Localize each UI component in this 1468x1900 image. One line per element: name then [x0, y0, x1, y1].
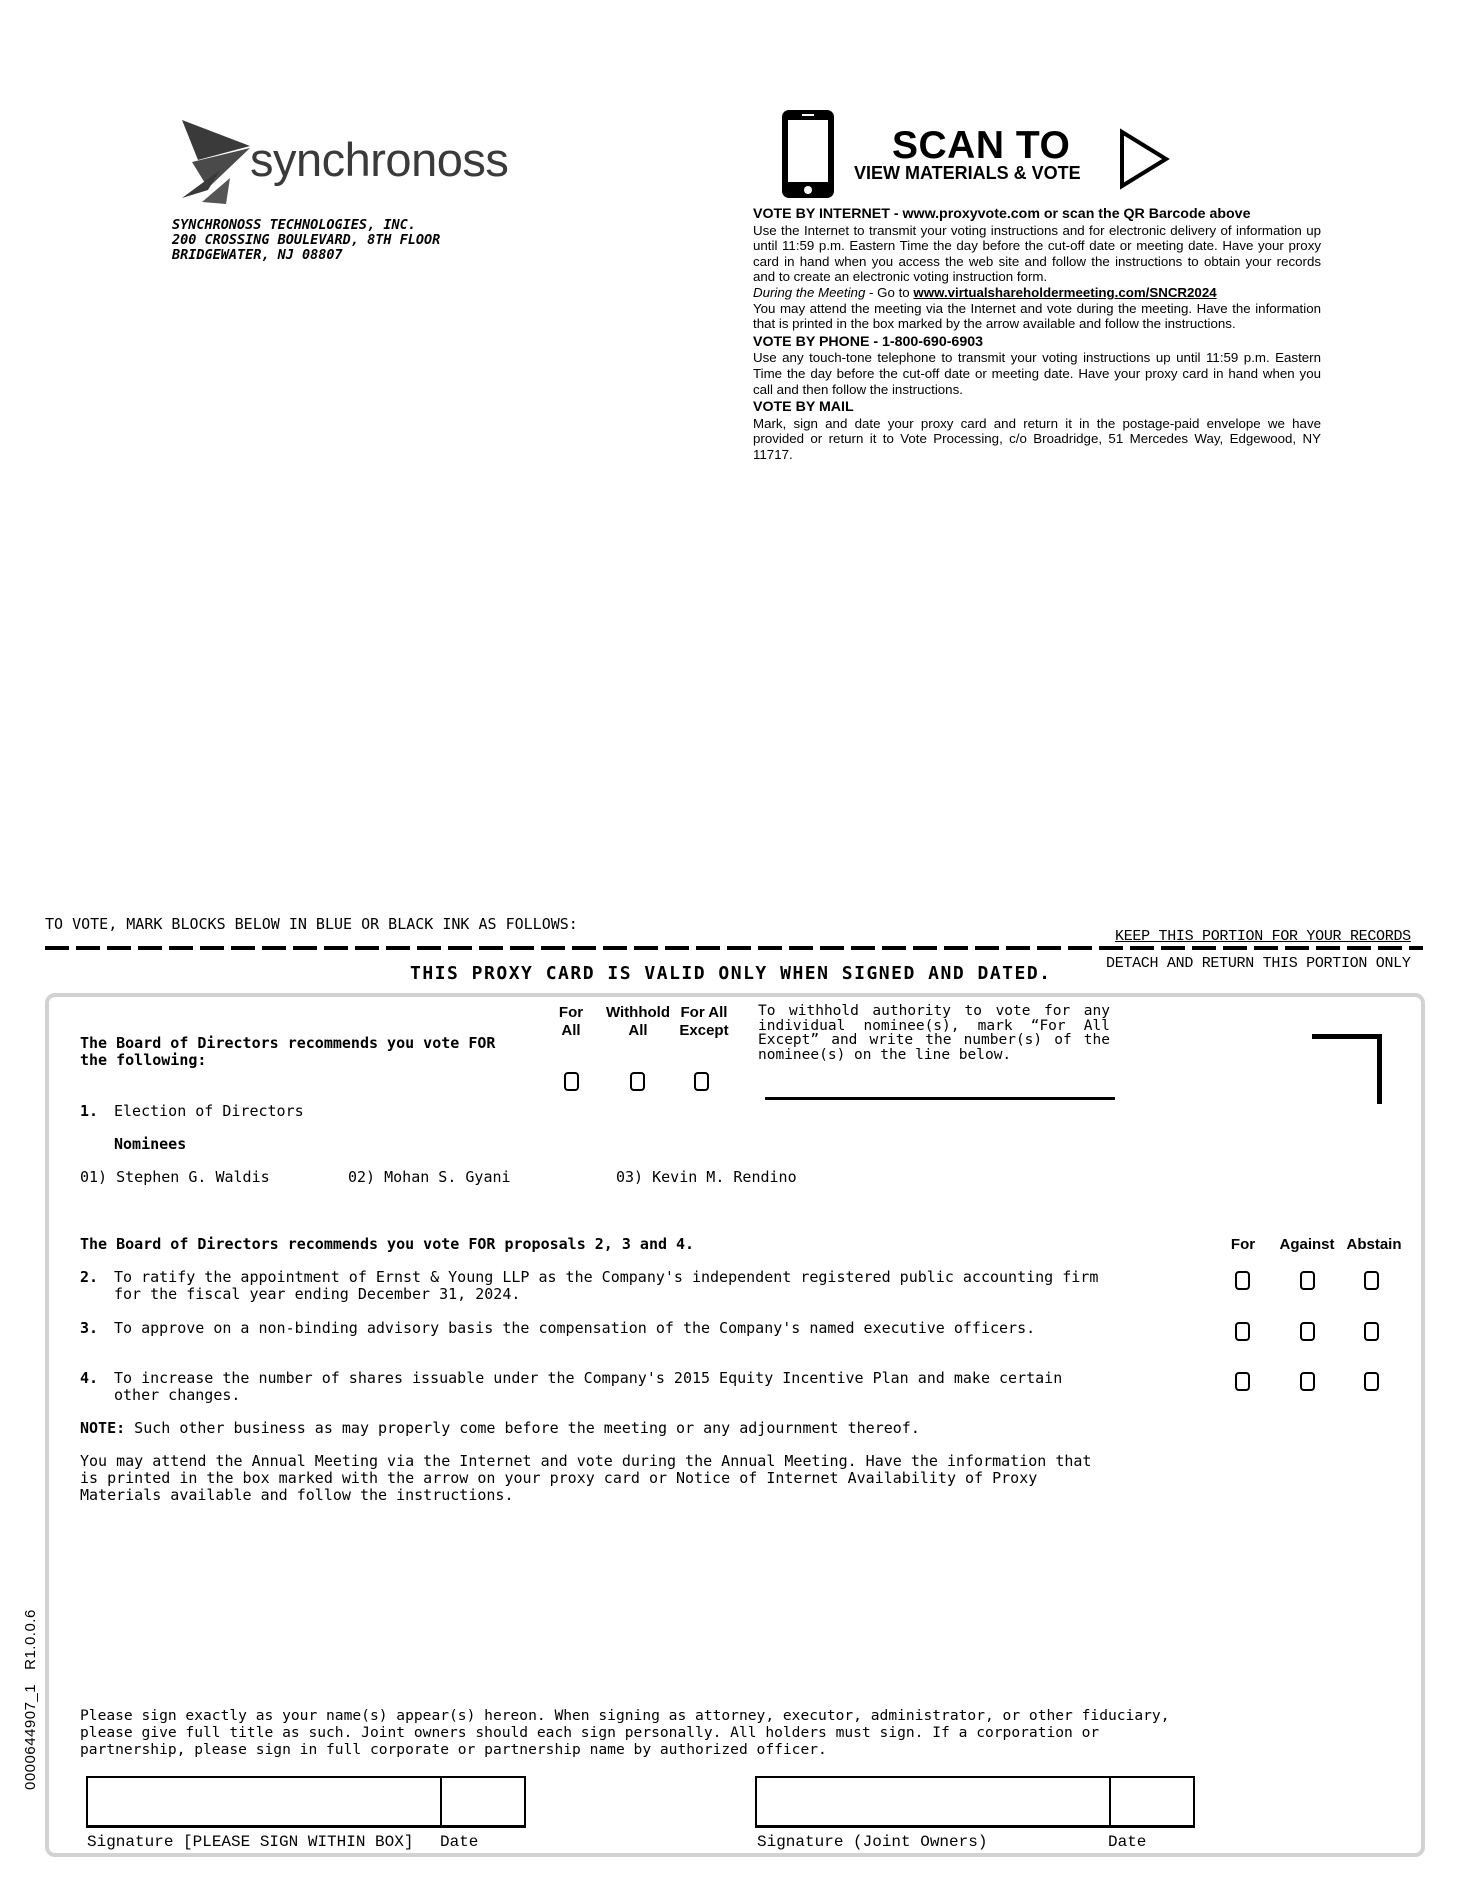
proposal-2-number: 2. — [80, 1268, 99, 1286]
company-address: SYNCHRONOSS TECHNOLOGIES, INC. 200 CROSSING BOULEVARD, 8TH FLOOR BRIDGEWATER, NJ 08807 — [172, 217, 441, 263]
board-recommendation-directors: The Board of Directors recommends you vote FOR the following: — [80, 1034, 496, 1069]
for-all-except-checkbox[interactable] — [694, 1072, 709, 1091]
proposal-4-abstain-checkbox[interactable] — [1364, 1372, 1379, 1391]
proposal-3-against-checkbox[interactable] — [1300, 1322, 1315, 1341]
proposal-4-against-checkbox[interactable] — [1300, 1372, 1315, 1391]
sign-instructions: Please sign exactly as your name(s) appear(s) hereon. When signing as attorney, executor, administrator, or other fiduciary, please give full title as such. Joint owners should each sign personally. All holders must sign. If a corporation or partnership, please sign in full corporate or partnership name by authorized officer. — [80, 1707, 1170, 1758]
proposal-2-abstain-checkbox[interactable] — [1364, 1271, 1379, 1290]
proposal-3-text: To approve on a non-binding advisory basis the compensation of the Company's named executive officers. — [114, 1319, 1036, 1337]
proposal-4-number: 4. — [80, 1369, 99, 1387]
mail-heading: VOTE BY MAIL — [753, 399, 854, 416]
nominees-label: Nominees — [114, 1135, 187, 1153]
keep-portion-label: KEEP THIS PORTION FOR YOUR RECORDS — [1115, 928, 1411, 945]
column-against: Against — [1279, 1236, 1335, 1253]
column-for-all: For All — [558, 1004, 584, 1039]
withhold-all-checkbox[interactable] — [630, 1072, 645, 1091]
nominee-3: 03) Kevin M. Rendino — [616, 1168, 797, 1186]
phone-heading: VOTE BY PHONE - 1-800-690-6903 — [753, 333, 983, 350]
signature-box[interactable] — [86, 1776, 526, 1828]
corner-mark — [1312, 1034, 1382, 1104]
column-withhold-all: Withhold All — [605, 1004, 670, 1039]
item1-text: Election of Directors — [114, 1102, 304, 1120]
scan-title: SCAN TO — [892, 124, 1071, 167]
column-abstain: Abstain — [1346, 1236, 1402, 1253]
nominee-exception-line[interactable] — [765, 1097, 1115, 1100]
meeting-url-link[interactable]: www.virtualshareholdermeeting.com/SNCR2024 — [913, 284, 1217, 300]
withhold-note: To withhold authority to vote for any individual nominee(s), mark “For All Except” and write the number(s) of the nominee(s) on the line below. — [758, 1003, 1110, 1063]
phone-text: Use any touch-tone telephone to transmit your voting instructions up until 11:59 p.m. Eastern Time the day before the cut-off date or meeting date. Have your proxy card in hand when you call and then follow the instructions. — [753, 350, 1321, 397]
meeting-line: During the Meeting - Go to www.virtualshareholdermeeting.com/SNCR2024 — [753, 284, 1217, 300]
joint-date-label: Date — [1108, 1833, 1147, 1851]
proposal-4-text: To increase the number of shares issuable under the Company's 2015 Equity Incentive Plan and make certain other changes. — [114, 1369, 1063, 1404]
proposal-4-for-checkbox[interactable] — [1235, 1372, 1250, 1391]
to-vote-instruction: TO VOTE, MARK BLOCKS BELOW IN BLUE OR BLACK INK AS FOLLOWS: — [45, 915, 578, 933]
meeting-text: You may attend the meeting via the Internet and vote during the meeting. Have the information that is printed in the box marked by the arrow available and follow the instructions. — [753, 300, 1321, 332]
attend-text: You may attend the Annual Meeting via the Internet and vote during the Annual Meeting. Have the information that is printed in the box marked with the arrow on your proxy card or Notice of Internet Availability of Proxy Materials available and follow the instructions. — [80, 1452, 1092, 1504]
signature-label: Signature [PLEASE SIGN WITHIN BOX] — [87, 1833, 414, 1851]
internet-text: Use the Internet to transmit your voting instructions and for electronic delivery of information up until 11:59 p.m. Eastern Time the day before the cut-off date or meeting date. Have your proxy card in hand when you access the web site and follow the instructions to obtain your records and to create an electronic voting instruction form. — [753, 222, 1321, 285]
joint-signature-box[interactable] — [755, 1776, 1195, 1828]
logo-text: synchronoss — [250, 133, 509, 186]
voting-instructions — [753, 206, 1321, 463]
item1-number: 1. — [80, 1102, 99, 1120]
side-document-code: 0000644907_1 R1.0.0.6 — [22, 1609, 39, 1790]
date-label: Date — [440, 1833, 479, 1851]
note-line: NOTE: Such other business as may properly come before the meeting or any adjournment thereof. — [80, 1419, 920, 1437]
column-for: For — [1230, 1236, 1256, 1253]
valid-notice: THIS PROXY CARD IS VALID ONLY WHEN SIGNED AND DATED. — [410, 963, 1052, 984]
column-for-all-except: For All Except — [679, 1004, 729, 1039]
detach-dashed-line — [45, 946, 1423, 950]
play-arrow-icon — [1118, 128, 1170, 190]
internet-heading: VOTE BY INTERNET - www.proxyvote.com or scan the QR Barcode above — [753, 206, 1251, 222]
nominee-1: 01) Stephen G. Waldis — [80, 1168, 270, 1186]
detach-portion-label: DETACH AND RETURN THIS PORTION ONLY — [1106, 955, 1411, 972]
proposal-2-against-checkbox[interactable] — [1300, 1271, 1315, 1290]
proposal-2-text: To ratify the appointment of Ernst & Young LLP as the Company's independent registered public accounting firm for the fiscal year ending December 31, 2024. — [114, 1268, 1099, 1303]
proposal-3-abstain-checkbox[interactable] — [1364, 1322, 1379, 1341]
nominee-2: 02) Mohan S. Gyani — [348, 1168, 511, 1186]
phone-icon — [780, 108, 836, 200]
synchronoss-logo-icon — [180, 118, 260, 208]
joint-signature-label: Signature (Joint Owners) — [757, 1833, 988, 1851]
mail-text: Mark, sign and date your proxy card and return it in the postage-paid envelope we have provided or return it to Vote Processing, c/o Broadridge, 51 Mercedes Way, Edgewood, NY 11717. — [753, 415, 1321, 462]
proposal-2-for-checkbox[interactable] — [1235, 1271, 1250, 1290]
proposal-3-number: 3. — [80, 1319, 99, 1337]
proposal-3-for-checkbox[interactable] — [1235, 1322, 1250, 1341]
scan-subtitle: VIEW MATERIALS & VOTE — [854, 163, 1081, 183]
board-recommendation-proposals: The Board of Directors recommends you vote FOR proposals 2, 3 and 4. — [80, 1235, 695, 1253]
joint-signature-date-divider — [1109, 1778, 1111, 1825]
signature-date-divider — [440, 1778, 442, 1825]
for-all-checkbox[interactable] — [564, 1072, 579, 1091]
